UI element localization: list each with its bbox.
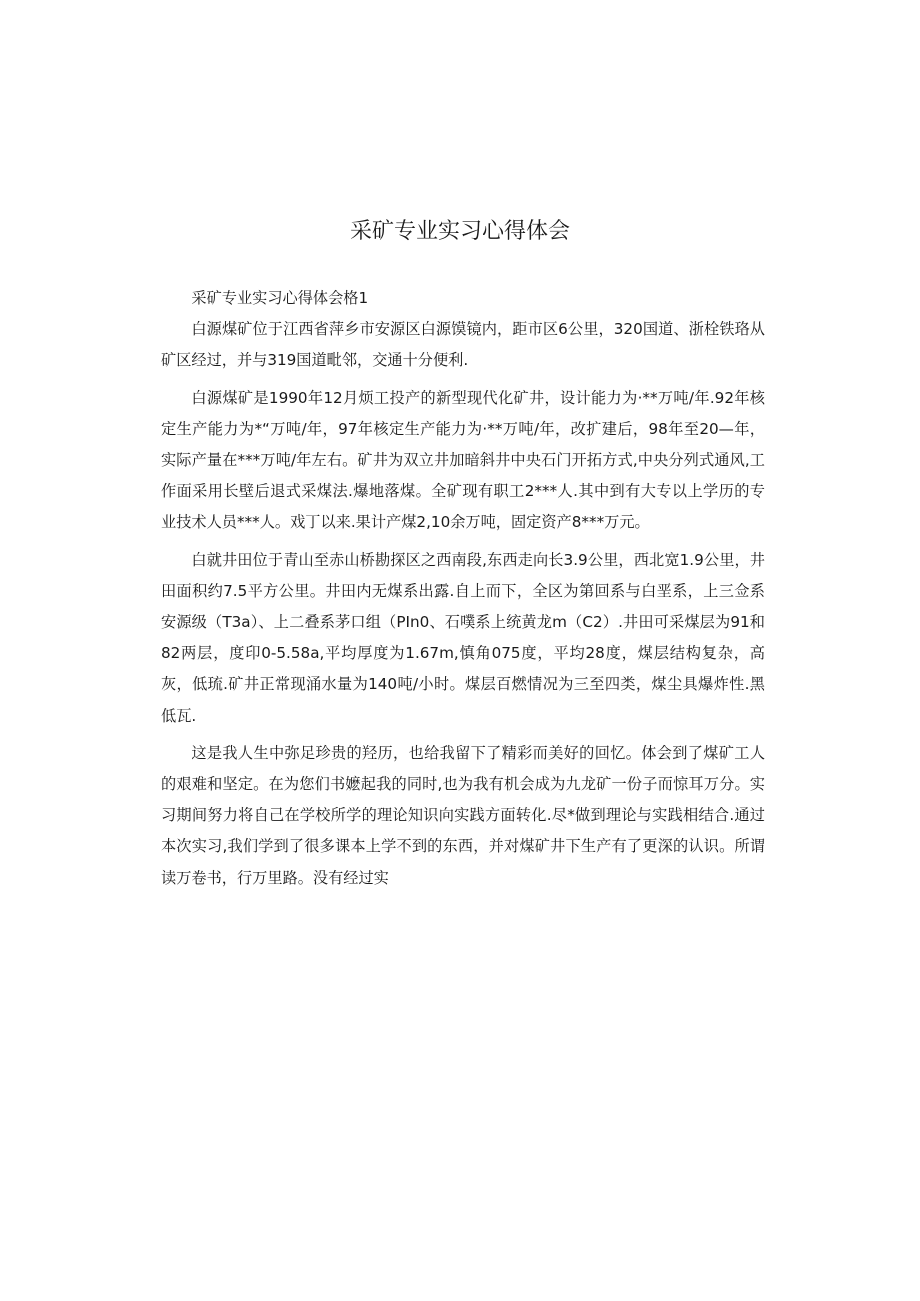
paragraph-geology: 白就井田位于青山至赤山桥勘探区之西南段,东西走向长3.9公里，西北宽1.9公里，井田面积约7.5平方公里。井田内无煤系出露.自上而下，全区为第回系与白垩系，上三佥系安源级（T3a）、上二叠系茅口组（PIn0、石噗系上统黄龙m（C2）.井田可采煤层为91和82两层，度印0-5.58a,平均厚度为1.67m,慎角075度，平均28度，煤层结构复杂，高灰，低琉.矿井正常现涌水量为140吨/小时。煤层百燃情况为三至四类，煤尘具爆炸性.黑低瓦. <box>161 550 765 725</box>
paragraph-reflection: 这是我人生中弥足珍贵的羟历，也给我留下了精彩而美好的回忆。体会到了煤矿工人的艰难和坚定。在为您们书嬷起我的同时,也为我有机会成为九龙矿一份子而惊耳万分。实习期间努力将自己在学校所学的理论知识向实践方面转化.尽*做到理论与实践相结合.通过本次实习,我们学到了很多课本上学不到的东西，并对煤矿井下生产有了更深的认识。所谓读万卷书，行万里路。没有经过实 <box>161 743 765 887</box>
paragraph-mine-overview: 白源煤矿是1990年12月烦工投产的新型现代化矿井，设计能力为·**万吨/年.92年核定生产能力为*“万吨/年，97年核定生产能力为·**万吨/年，改扩建后，98年至20—年，实际产量在***万吨/年左右。矿井为双立井加暗斜井中央石门开拓方式,中央分列式通风,工作面采用长壁后退式采煤法.爆地落煤。全矿现有职工2***人.其中到有大专以上学历的专业技术人员***人。戏丁以来.果计产煤2,10余万吨，固定资产8***万元。 <box>161 388 765 532</box>
document-title: 采矿专业实习心得体会 <box>349 219 570 244</box>
document-body <box>161 283 765 894</box>
paragraph-location: 白源煤矿位于江西省萍乡市安源区白源馍镜内，距市区6公里，320国道、浙栓铁珞从矿区经过，并与319国道毗邻，交通十分便利. <box>161 320 765 370</box>
document-subtitle: 采矿专业实习心得体会格1 <box>191 289 369 307</box>
